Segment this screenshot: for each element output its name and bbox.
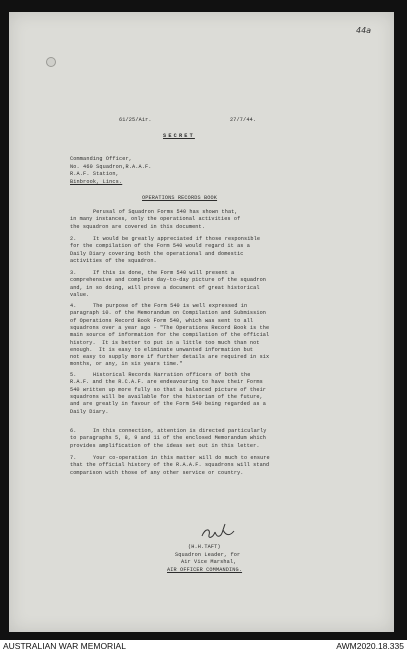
paragraph-line: main source of information for the compilation of the official	[70, 332, 270, 339]
document-date: 27/7/44.	[230, 117, 257, 123]
file-reference: 61/25/Air.	[119, 117, 152, 123]
page-number: 44a	[356, 26, 372, 35]
paragraph-line: to paragraphs 5, 8, 9 and 11 of the enclosed Memorandum which	[70, 435, 266, 442]
paragraph-line: history. It is better to put in a little too much than not	[70, 339, 260, 346]
paragraph-line: months, or any, in six years time."	[70, 361, 183, 368]
document-page	[9, 12, 394, 632]
paragraph-line: that the official history of the R.A.A.F. squadrons will stand	[70, 462, 270, 469]
paragraph-line: Your co-operation in this matter will do much to ensure	[93, 455, 270, 461]
signatory-name: (H.H.TAFT)	[188, 544, 221, 550]
paragraph-line: in many instances, only the operational activities of	[70, 216, 241, 223]
addressee-line-2: No. 460 Squadron,R.A.A.F.	[70, 163, 152, 170]
paragraph-line: enough. It is easy to eliminate unwanted information but	[70, 346, 254, 353]
paragraph-line: for the compilation of the Form 540 would regard it as a	[70, 243, 250, 250]
paragraph-line: of Operations Record Book Form 540, which was sent to all	[70, 317, 254, 324]
punch-hole	[46, 57, 56, 67]
paragraph-line: not easy to supply more if further details are required in six	[70, 354, 270, 361]
paragraph-line: and, in so doing, will prove a document of great historical	[70, 284, 260, 291]
subject-heading: OPERATIONS RECORDS BOOK	[142, 195, 218, 201]
signatory-title: AIR OFFICER COMMANDING.	[167, 566, 243, 573]
paragraph-line: the squadron are covered in this document.	[70, 223, 205, 230]
paragraph-number: 4.	[70, 303, 77, 309]
paragraph-line: R.A.F. and the R.C.A.F. are endeavouring to have their Forms	[70, 379, 263, 386]
paragraph-line: squadrons will be available for the historian of the future,	[70, 393, 263, 400]
paragraph-line: activities of the squadron.	[70, 257, 157, 264]
paragraph-line: Daily Diary covering both the operational and domestic	[70, 250, 244, 257]
paragraph-line: Historical Records Narration officers of both the	[93, 372, 251, 378]
paragraph-number: 5.	[70, 372, 77, 378]
paragraph-line: comparison with those of any other service or country.	[70, 469, 244, 476]
paragraph-line: Daily Diary.	[70, 408, 109, 415]
signatory-on-behalf: Air Vice Marshal,	[181, 559, 237, 565]
paragraph-line: squadrons over a year ago - "The Operations Record Book is the	[70, 324, 270, 331]
paragraph-line: It would be greatly appreciated if those responsible	[93, 236, 261, 242]
paragraph-number: 7.	[70, 455, 77, 461]
paragraph-number: 6.	[70, 428, 77, 434]
security-classification: SECRET	[163, 133, 195, 139]
handwritten-signature	[199, 522, 239, 544]
paragraph-line: paragraph 10. of the Memorandum on Compilation and Submission	[70, 310, 266, 317]
addressee-line-3: R.A.F. Station,	[70, 171, 119, 177]
paragraph-line: comprehensive and complete day-to-day picture of the squadron	[70, 277, 266, 284]
archive-footer	[0, 640, 407, 653]
addressee-line-4: Binbrook, Lincs.	[70, 178, 123, 185]
paragraph-line: In this connection, attention is directed particularly	[93, 428, 267, 434]
archive-name: AUSTRALIAN WAR MEMORIAL	[3, 641, 126, 651]
signatory-rank: Squadron Leader, for	[175, 551, 241, 558]
paragraph-number: 3.	[70, 270, 77, 276]
paragraph-line: value.	[70, 291, 90, 298]
paragraph-line: Perusal of Squadron Forms 540 has shown that,	[93, 209, 238, 215]
paragraph-line: provides amplification of the ideas set out in this letter.	[70, 442, 260, 449]
paragraph-line: and are greatly in favour of the Form 540 being regarded as a	[70, 401, 266, 408]
addressee-line-1: Commanding Officer,	[70, 156, 132, 162]
paragraph-line: The purpose of the Form 540 is well expressed in	[93, 303, 248, 309]
paragraph-line: If this is done, the Form 540 will present a	[93, 270, 235, 276]
paragraph-line: 540 written up more fully so that a balanced picture of their	[70, 386, 266, 393]
paragraph-number: 2.	[70, 236, 77, 242]
accession-number: AWM2020.18.335	[336, 641, 404, 651]
